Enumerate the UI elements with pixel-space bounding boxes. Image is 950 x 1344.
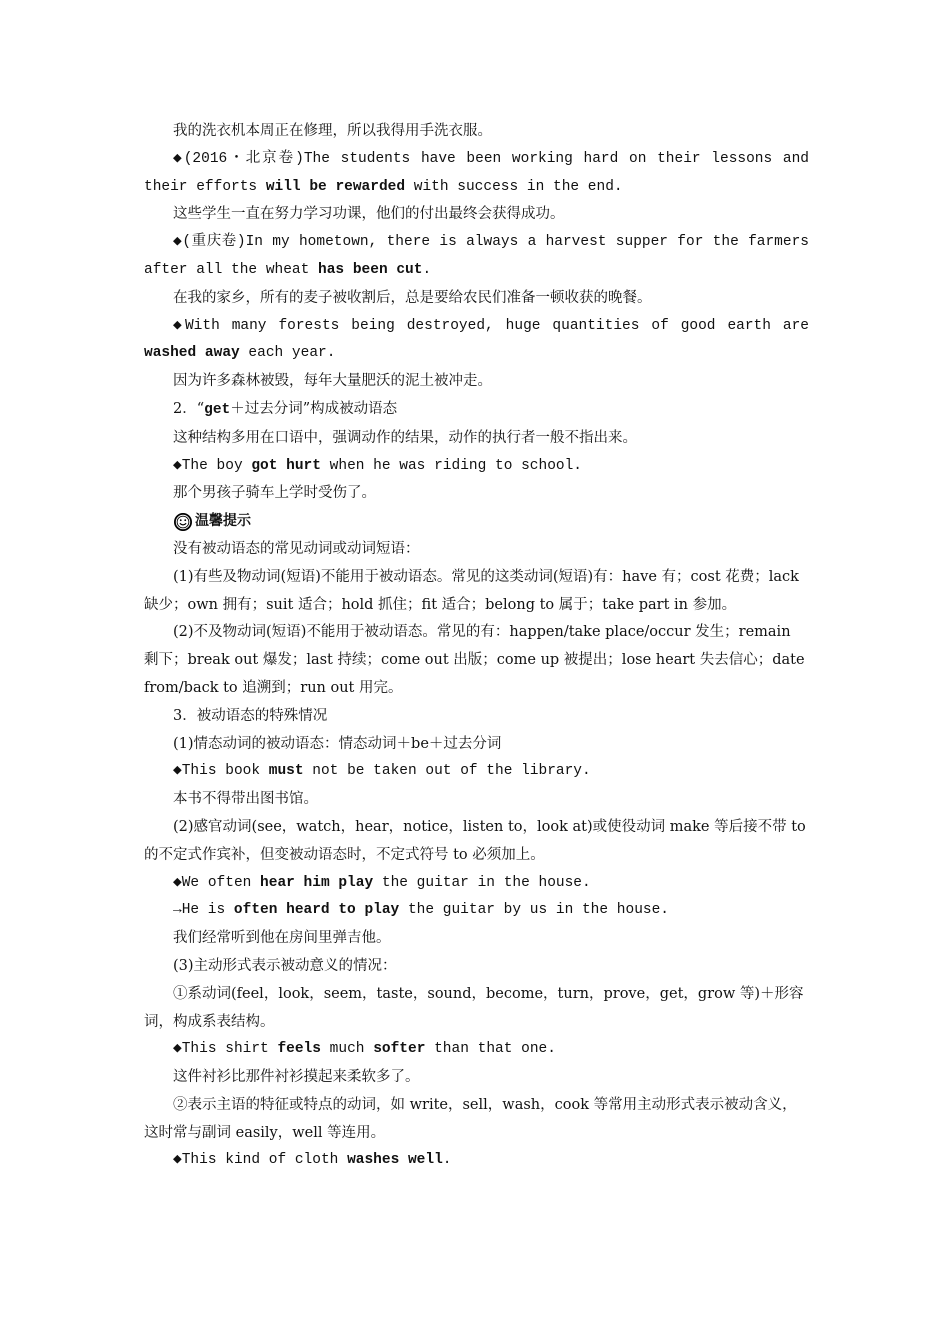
example-sentence: ◆This kind of cloth washes well.: [173, 1152, 452, 1169]
paragraph: (2)不及物动词(短语)不能用于被动语态。常见的有：happen/take place/occur 发生；remain 剩下；break out 爆发；last 持续；come out 出版；come up 被提出；lose heart 失去信心；date from/back to 追溯到；run out 用完。: [144, 624, 805, 696]
translation: 那个男孩子骑车上学时受伤了。: [173, 485, 376, 502]
example-sentence: ◆(重庆卷)In my hometown, there is always a harvest supper for the farmers after all the wheat has been cut.: [144, 234, 809, 278]
translation: 在我的家乡，所有的麦子被收割后，总是要给农民们准备一顿收获的晚餐。: [173, 289, 652, 306]
translation: 我们经常听到他在房间里弹吉他。: [173, 930, 391, 947]
paragraph: (1)有些及物动词(短语)不能用于被动语态。常见的这类动词(短语)有：have 有；cost 花费；lack 缺少；own 拥有；suit 适合；hold 抓住；fit 适合；belong to 属于；take part in 参加。: [144, 568, 799, 613]
translation: 这些学生一直在努力学习功课，他们的付出最终会获得成功。: [173, 206, 565, 223]
paragraph: 这种结构多用在口语中，强调动作的结果，动作的执行者一般不指出来。: [173, 429, 637, 446]
paragraph: ②表示主语的特征或特点的动词，如 write，sell，wash，cook 等常用主动形式表示被动含义，这时常与副词 easily，well 等连用。: [144, 1096, 797, 1141]
translation: 因为许多森林被毁，每年大量肥沃的泥土被冲走。: [173, 373, 492, 390]
translation: 本书不得带出图书馆。: [173, 791, 318, 808]
example-sentence: ◆With many forests being destroyed, huge quantities of good earth are washed away each year.: [144, 317, 809, 362]
paragraph: (3)主动形式表示被动意义的情况：: [173, 957, 397, 974]
paragraph: 没有被动语态的常见动词或动词短语：: [173, 540, 420, 557]
example-sentence: ◆(2016・北京卷)The students have been working hard on their lessons and their efforts will be rewarded with success in the end.: [144, 150, 809, 195]
tip-heading: [144, 508, 809, 536]
section-heading: 3．被动语态的特殊情况: [173, 707, 328, 724]
tip-label: 温馨提示: [195, 513, 251, 530]
paragraph: (1)情态动词的被动语态：情态动词＋be＋过去分词: [173, 735, 502, 752]
example-sentence: ◆We often hear him play the guitar in the house.: [173, 874, 591, 891]
example-sentence: ◆This shirt feels much softer than that one.: [173, 1041, 556, 1058]
section-heading: 2．“get＋过去分词”构成被动语态: [173, 400, 398, 418]
example-sentence: ◆The boy got hurt when he was riding to school.: [173, 457, 583, 474]
smiley-icon: [174, 513, 192, 531]
translation: 这件衬衫比那件衬衫摸起来柔软多了。: [173, 1069, 420, 1086]
example-sentence: ◆This book must not be taken out of the library.: [173, 763, 591, 780]
document-page: [144, 118, 809, 1175]
paragraph: (2)感官动词(see，watch，hear，notice，listen to，look at)或使役动词 make 等后接不带 to 的不定式作宾补，但变被动语态时，不定式符号 to 必须加上。: [144, 818, 806, 863]
paragraph: ①系动词(feel，look，seem，taste，sound，become，turn，prove，get，grow 等)＋形容词，构成系表结构。: [144, 985, 804, 1030]
paragraph: 我的洗衣机本周正在修理，所以我得用手洗衣服。: [173, 123, 492, 139]
example-sentence: →He is often heard to play the guitar by us in the house.: [173, 902, 669, 919]
